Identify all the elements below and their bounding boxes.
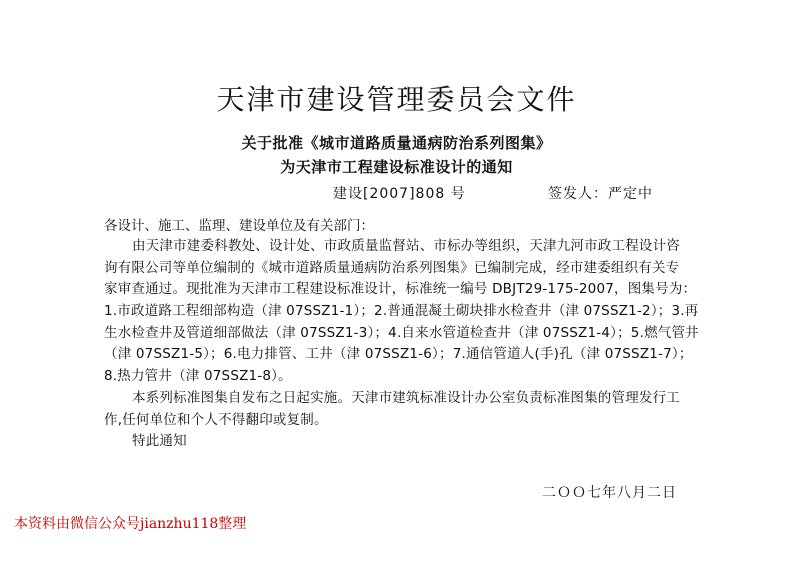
notice-title-line-1: 关于批准《城市道路质量通病防治系列图集》 xyxy=(241,134,552,152)
body-line: 本系列标准图集自发布之日起实施。天津市建筑标准设计办公室负责标准图集的管理发行工 xyxy=(132,389,680,406)
addressee: 各设计、施工、监理、建设单位及有关部门： xyxy=(104,218,374,234)
body-line: （津 07SSZ1-5）；6.电力排管、工井（津 07SSZ1-6）；7.通信管道人(手)孔（津 07SSZ1-7）； xyxy=(104,346,693,363)
document-header-title: 天津市建设管理委员会文件 xyxy=(216,83,577,116)
closing-line: 特此通知 xyxy=(132,433,187,450)
body-line: 作,任何单位和个人不得翻印或复制。 xyxy=(104,411,328,428)
signer: 签发人：严定中 xyxy=(548,186,653,202)
body-line: 1.市政道路工程细部构造（津 07SSZ1-1）；2.普通混凝土砌块排水检查井（津 07SSZ1-2）；3.再 xyxy=(104,303,699,320)
issue-date: 二ＯＯ七年八月二日 xyxy=(542,485,677,501)
body-line: 询有限公司等单位编制的《城市道路质量通病防治系列图集》已编制完成，经市建委组织有关专 xyxy=(104,259,680,276)
notice-title-line-2: 为天津市工程建设标准设计的通知 xyxy=(280,158,513,176)
body-line: 家审查通过。现批准为天津市工程建设标准设计，标准统一编号 DBJT29-175-2007，图集号为： xyxy=(104,281,697,298)
body-line: 由天津市建委科教处、设计处、市政质量监督站、市标办等组织，天津九河市政工程设计咨 xyxy=(132,238,680,254)
body-line: 生水检查井及管道细部做法（津 07SSZ1-3）；4.自来水管道检查井（津 07SSZ1-4）；5.燃气管井 xyxy=(104,324,699,341)
document-number: 建设[2007]808 号 xyxy=(333,186,466,202)
body-line: 8.热力管井（津 07SSZ1-8）。 xyxy=(104,368,292,385)
watermark-text: 本资料由微信公众号jianzhu118整理 xyxy=(14,516,247,532)
notice-body xyxy=(104,236,699,453)
